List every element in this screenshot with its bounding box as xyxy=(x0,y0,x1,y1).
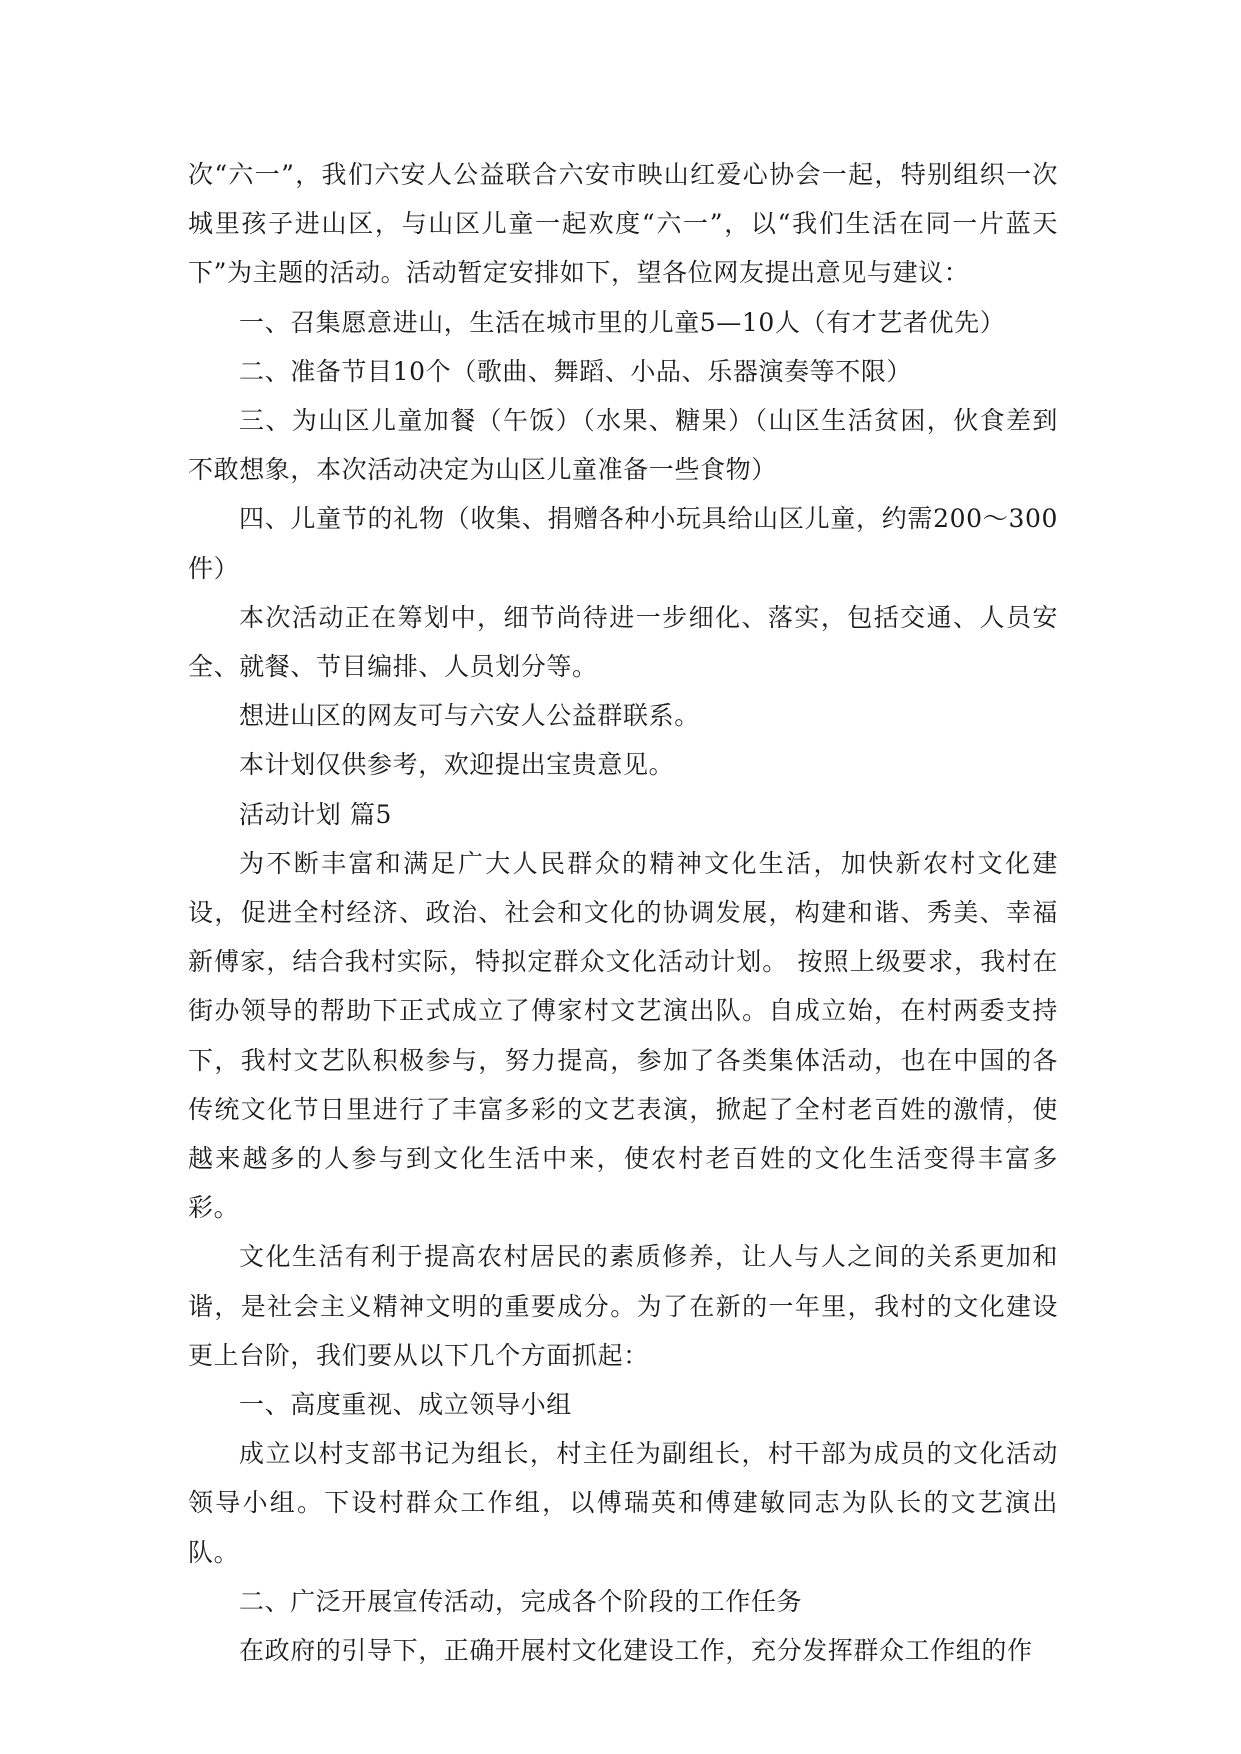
subheading-2: 二、广泛开展宣传活动，完成各个阶段的工作任务 xyxy=(239,1586,803,1616)
paragraph-intro: 次“六一”，我们六安人公益联合六安市映山红爱心协会一起，特别组织一次城里孩子进山区，与山区儿童一起欢度“六一”，以“我们生活在同一片蓝天下”为主题的活动。活动暂定安排如下，望各位网友提出意见与建议： xyxy=(188,160,1058,288)
paragraph-reference-note: 本计划仅供参考，欢迎提出宝贵意见。 xyxy=(239,750,675,780)
paragraph-background: 为不断丰富和满足广大人民群众的精神文化生活，加快新农村文化建设，促进全村经济、政治、社会和文化的协调发展，构建和谐、秀美、幸福新傅家，结合我村实际，特拟定群众文化活动计划。 按照上级要求，我村在街办领导的帮助下正式成立了傅家村文艺演出队。自成立始，在村两委支持下，我村文艺队积极参与，努力提高，参加了各类集体活动，也在中国的各传统文化节日里进行了丰富多彩的文艺表演，掀起了全村老百姓的激情，使越来越多的人参与到文化生活中来，使农村老百姓的文化生活变得丰富多彩。 xyxy=(188,848,1058,1223)
subheading-1: 一、高度重视、成立领导小组 xyxy=(239,1390,572,1420)
paragraph-planning-note: 本次活动正在筹划中，细节尚待进一步细化、落实，包括交通、人员安全、就餐、节目编排、人员划分等。 xyxy=(188,602,1058,682)
paragraph-guidance: 在政府的引导下，正确开展村文化建设工作，充分发挥群众工作组的作 xyxy=(239,1636,1033,1666)
document-page xyxy=(188,150,1058,1675)
paragraph-item-1: 一、召集愿意进山，生活在城市里的儿童5—10人（有才艺者优先） xyxy=(239,307,1006,337)
paragraph-contact-note: 想进山区的网友可与六安人公益群联系。 xyxy=(239,701,700,731)
paragraph-item-4: 四、儿童节的礼物（收集、捐赠各种小玩具给山区儿童，约需200～300件） xyxy=(188,504,1058,583)
section-heading: 活动计划 篇5 xyxy=(239,799,393,829)
paragraph-leadership: 成立以村支部书记为组长，村主任为副组长，村干部为成员的文化活动领导小组。下设村群众工作组，以傅瑞英和傅建敏同志为队长的文艺演出队。 xyxy=(188,1439,1058,1567)
paragraph-purpose: 文化生活有利于提高农村居民的素质修养，让人与人之间的关系更加和谐，是社会主义精神文明的重要成分。为了在新的一年里，我村的文化建设更上台阶，我们要从以下几个方面抓起： xyxy=(188,1242,1058,1370)
paragraph-item-2: 二、准备节目10个（歌曲、舞蹈、小品、乐器演奏等不限） xyxy=(239,356,913,386)
paragraph-item-3: 三、为山区儿童加餐（午饭）（水果、糖果）（山区生活贫困，伙食差到不敢想象，本次活动决定为山区儿童准备一些食物） xyxy=(188,406,1058,485)
